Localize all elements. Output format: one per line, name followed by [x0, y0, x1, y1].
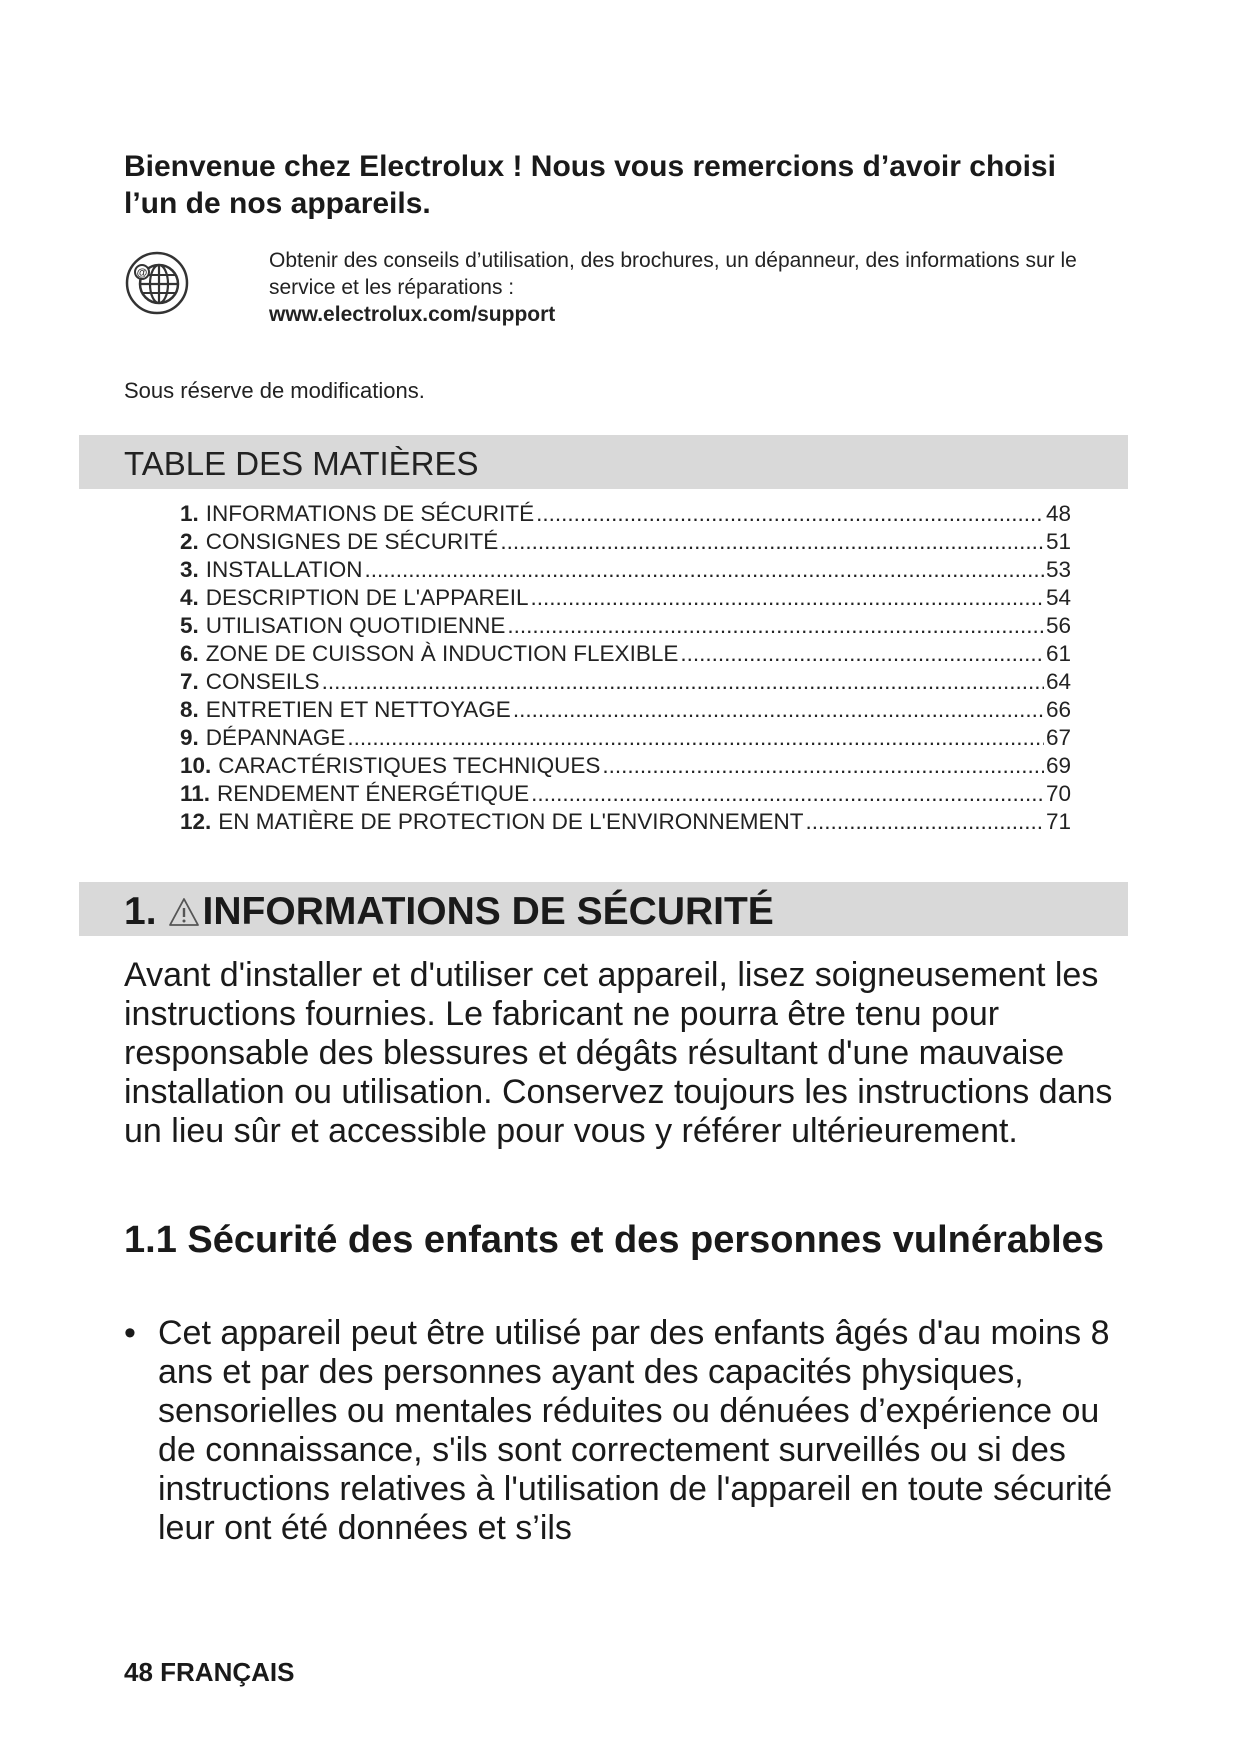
- toc-item-label: DÉPANNAGE: [205, 725, 346, 750]
- toc-item-number: 6.: [180, 641, 199, 666]
- toc-item-number: 4.: [180, 585, 199, 610]
- toc-item[interactable]: [180, 780, 1071, 808]
- toc-item[interactable]: [180, 752, 1071, 780]
- toc-item-page: 51: [1045, 529, 1071, 554]
- toc-item[interactable]: [180, 696, 1071, 724]
- toc-item[interactable]: [180, 556, 1071, 584]
- support-url-link[interactable]: www.electrolux.com/support: [269, 303, 556, 326]
- toc-item-page: 70: [1045, 781, 1071, 806]
- bullet-item: [124, 1314, 1124, 1548]
- toc-list: [180, 500, 1071, 836]
- toc-item-label: CONSEILS: [205, 669, 320, 694]
- globe-icon: [124, 250, 190, 316]
- toc-item[interactable]: [180, 612, 1071, 640]
- toc-item-label: ENTRETIEN ET NETTOYAGE: [205, 697, 511, 722]
- toc-item-label: INSTALLATION: [205, 557, 363, 582]
- toc-item[interactable]: [180, 808, 1071, 836]
- toc-item-number: 9.: [180, 725, 199, 750]
- toc-item-number: 8.: [180, 697, 199, 722]
- toc-leader-dots: [530, 584, 1043, 612]
- toc-item-number: 5.: [180, 613, 199, 638]
- toc-leader-dots: [347, 724, 1044, 752]
- toc-item-number: 10.: [180, 753, 212, 778]
- toc-item-label: CARACTÉRISTIQUES TECHNIQUES: [218, 753, 601, 778]
- toc-item-label: INFORMATIONS DE SÉCURITÉ: [205, 501, 535, 526]
- toc-item-label: CONSIGNES DE SÉCURITÉ: [205, 529, 499, 554]
- toc-item-number: 3.: [180, 557, 199, 582]
- toc-leader-dots: [531, 780, 1044, 808]
- toc-item-page: 69: [1045, 753, 1071, 778]
- toc-leader-dots: [536, 500, 1044, 528]
- toc-leader-dots: [500, 528, 1044, 556]
- bullet-text: Cet appareil peut être utilisé par des enfants âgés d'au moins 8 ans et par des personnes ayant des capacités physiques, sensorielles ou mentales réduites ou dénuées d’expérience ou de connaissance, s'ils sont correctement surveillés ou si des instructions relatives à l'utilisation de l'appareil en toute sécurité leur ont été données et s’ils: [158, 1314, 1113, 1547]
- toc-item-page: 67: [1045, 725, 1071, 750]
- toc-item-label: UTILISATION QUOTIDIENNE: [205, 613, 506, 638]
- toc-leader-dots: [364, 556, 1044, 584]
- reserve-note: Sous réserve de modifications.: [124, 378, 425, 403]
- section-title-text: INFORMATIONS DE SÉCURITÉ: [202, 890, 774, 933]
- section-number: 1.: [124, 890, 157, 933]
- toc-item-label: RENDEMENT ÉNERGÉTIQUE: [217, 781, 530, 806]
- toc-item-page: 54: [1045, 585, 1071, 610]
- subsection-title: 1.1 Sécurité des enfants et des personnes vulnérables: [124, 1219, 1104, 1261]
- support-info: [269, 247, 1119, 328]
- section-title: [124, 889, 774, 935]
- toc-item-page: 64: [1045, 669, 1071, 694]
- toc-item-label: EN MATIÈRE DE PROTECTION DE L'ENVIRONNEMENT: [218, 809, 804, 834]
- toc-item[interactable]: [180, 584, 1071, 612]
- page-footer: 48 FRANÇAIS: [124, 1657, 295, 1687]
- toc-leader-dots: [507, 612, 1044, 640]
- toc-item[interactable]: [180, 724, 1071, 752]
- toc-item[interactable]: [180, 668, 1071, 696]
- toc-item-page: 48: [1045, 501, 1071, 526]
- intro-paragraph: Avant d'installer et d'utiliser cet appareil, lisez soigneusement les instructions fournies. Le fabricant ne pourra être tenu pour responsable des blessures et dégâts résultant d'une mauvaise installation ou utilisation. Conservez toujours les instructions dans un lieu sûr et accessible pour vous y référer ultérieurement.: [124, 956, 1113, 1150]
- svg-text:@: @: [136, 267, 148, 279]
- toc-item-page: 56: [1045, 613, 1071, 638]
- warning-icon: [167, 896, 201, 928]
- toc-item-page: 53: [1045, 557, 1071, 582]
- toc-item-label: ZONE DE CUISSON À INDUCTION FLEXIBLE: [205, 641, 679, 666]
- toc-item-label: DESCRIPTION DE L'APPAREIL: [205, 585, 529, 610]
- toc-item-page: 61: [1045, 641, 1071, 666]
- bullet-symbol: •: [124, 1314, 136, 1352]
- toc-leader-dots: [513, 696, 1044, 724]
- toc-leader-dots: [602, 752, 1044, 780]
- toc-item[interactable]: [180, 528, 1071, 556]
- support-text: Obtenir des conseils d’utilisation, des brochures, un dépanneur, des informations sur le service et les réparations :: [269, 249, 1077, 299]
- toc-item-number: 11.: [180, 781, 211, 806]
- toc-leader-dots: [322, 668, 1044, 696]
- toc-item-number: 2.: [180, 529, 199, 554]
- toc-leader-dots: [680, 640, 1044, 668]
- welcome-heading: Bienvenue chez Electrolux ! Nous vous remercions d’avoir choisi l’un de nos appareils.: [124, 150, 1056, 220]
- toc-item[interactable]: [180, 640, 1071, 668]
- toc-item-number: 12.: [180, 809, 212, 834]
- bullet-list: [124, 1314, 1124, 1548]
- toc-item-number: 1.: [180, 501, 199, 526]
- toc-leader-dots: [805, 808, 1044, 836]
- toc-item-number: 7.: [180, 669, 199, 694]
- toc-item-page: 66: [1045, 697, 1071, 722]
- toc-title: TABLE DES MATIÈRES: [124, 445, 479, 482]
- toc-item[interactable]: [180, 500, 1071, 528]
- toc-item-page: 71: [1045, 809, 1071, 834]
